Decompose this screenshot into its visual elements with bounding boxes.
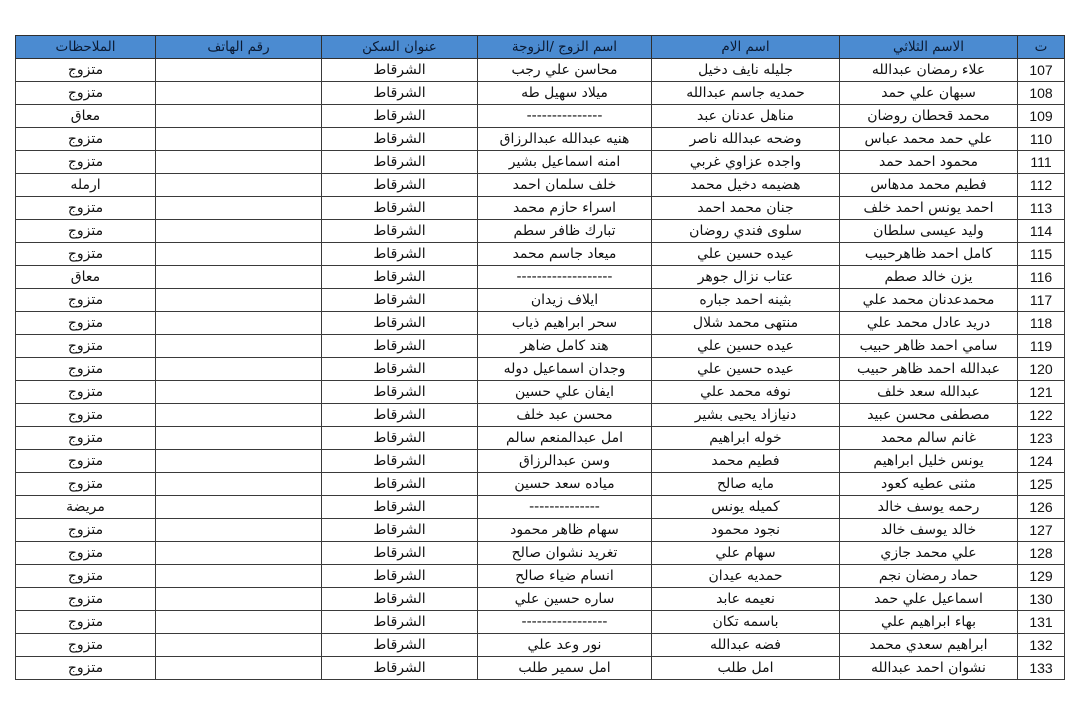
cell-notes: متزوج [16, 519, 156, 542]
cell-no: 114 [1018, 220, 1065, 243]
cell-notes: متزوج [16, 404, 156, 427]
cell-name: ابراهيم سعدي محمد [840, 634, 1018, 657]
cell-phone [156, 427, 322, 450]
cell-address: الشرقاط [322, 358, 478, 381]
cell-name: علي محمد جازي [840, 542, 1018, 565]
cell-spouse: ميعاد جاسم محمد [478, 243, 652, 266]
cell-mother: مايه صالح [652, 473, 840, 496]
cell-mother: عتاب نزال جوهر [652, 266, 840, 289]
cell-mother: دنيازاد يحيى بشير [652, 404, 840, 427]
cell-no: 119 [1018, 335, 1065, 358]
cell-notes: متزوج [16, 381, 156, 404]
cell-address: الشرقاط [322, 542, 478, 565]
cell-no: 110 [1018, 128, 1065, 151]
cell-address: الشرقاط [322, 220, 478, 243]
cell-notes: متزوج [16, 197, 156, 220]
cell-address: الشرقاط [322, 634, 478, 657]
cell-phone [156, 220, 322, 243]
cell-name: خالد يوسف خالد [840, 519, 1018, 542]
table-row [16, 335, 1065, 358]
cell-spouse: خلف سلمان احمد [478, 174, 652, 197]
cell-notes: متزوج [16, 657, 156, 680]
cell-name: محمود احمد حمد [840, 151, 1018, 174]
header-name: الاسم الثلاثي [840, 36, 1018, 59]
cell-mother: عيده حسين علي [652, 243, 840, 266]
table-row [16, 358, 1065, 381]
cell-phone [156, 496, 322, 519]
cell-phone [156, 174, 322, 197]
cell-spouse: ايلاف زيدان [478, 289, 652, 312]
cell-notes: متزوج [16, 151, 156, 174]
cell-notes: متزوج [16, 634, 156, 657]
cell-notes: متزوج [16, 289, 156, 312]
cell-mother: نعيمه عابد [652, 588, 840, 611]
cell-spouse: --------------- [478, 105, 652, 128]
cell-address: الشرقاط [322, 312, 478, 335]
cell-no: 122 [1018, 404, 1065, 427]
cell-spouse: محسن عبد خلف [478, 404, 652, 427]
cell-no: 117 [1018, 289, 1065, 312]
cell-mother: سلوى فندي روضان [652, 220, 840, 243]
header-no: ت [1018, 36, 1065, 59]
cell-mother: باسمه تكان [652, 611, 840, 634]
cell-phone [156, 335, 322, 358]
cell-notes: متزوج [16, 611, 156, 634]
cell-notes: متزوج [16, 427, 156, 450]
table-row [16, 634, 1065, 657]
cell-address: الشرقاط [322, 611, 478, 634]
cell-spouse: تبارك ظافر سطم [478, 220, 652, 243]
table-row [16, 404, 1065, 427]
header-phone: رقم الهاتف [156, 36, 322, 59]
cell-mother: بثينه احمد جباره [652, 289, 840, 312]
cell-address: الشرقاط [322, 657, 478, 680]
cell-address: الشرقاط [322, 381, 478, 404]
cell-address: الشرقاط [322, 565, 478, 588]
cell-phone [156, 588, 322, 611]
cell-mother: نجود محمود [652, 519, 840, 542]
table-row [16, 611, 1065, 634]
cell-spouse: وسن عبدالرزاق [478, 450, 652, 473]
cell-name: نشوان احمد عبدالله [840, 657, 1018, 680]
cell-spouse: محاسن علي رجب [478, 59, 652, 82]
cell-phone [156, 197, 322, 220]
cell-name: احمد يونس احمد خلف [840, 197, 1018, 220]
cell-spouse: وجدان اسماعيل دوله [478, 358, 652, 381]
cell-no: 121 [1018, 381, 1065, 404]
cell-mother: هضيمه دخيل محمد [652, 174, 840, 197]
cell-notes: متزوج [16, 542, 156, 565]
cell-no: 130 [1018, 588, 1065, 611]
cell-name: اسماعيل علي حمد [840, 588, 1018, 611]
document-sheet [16, 35, 1065, 680]
cell-notes: متزوج [16, 82, 156, 105]
cell-no: 123 [1018, 427, 1065, 450]
cell-mother: كميله يونس [652, 496, 840, 519]
cell-address: الشرقاط [322, 588, 478, 611]
header-mother: اسم الام [652, 36, 840, 59]
cell-notes: معاق [16, 266, 156, 289]
cell-spouse: نور وعد علي [478, 634, 652, 657]
cell-no: 126 [1018, 496, 1065, 519]
table-header [16, 36, 1065, 59]
cell-notes: ارمله [16, 174, 156, 197]
cell-address: الشرقاط [322, 289, 478, 312]
cell-notes: مريضة [16, 496, 156, 519]
cell-mother: نوفه محمد علي [652, 381, 840, 404]
cell-phone [156, 358, 322, 381]
cell-no: 128 [1018, 542, 1065, 565]
cell-phone [156, 243, 322, 266]
cell-spouse: ------------------- [478, 266, 652, 289]
cell-mother: فطيم محمد [652, 450, 840, 473]
cell-no: 115 [1018, 243, 1065, 266]
cell-mother: عيده حسين علي [652, 358, 840, 381]
cell-no: 131 [1018, 611, 1065, 634]
cell-spouse: ميلاد سهيل طه [478, 82, 652, 105]
cell-mother: منتهى محمد شلال [652, 312, 840, 335]
cell-no: 113 [1018, 197, 1065, 220]
table-row [16, 174, 1065, 197]
cell-phone [156, 266, 322, 289]
table-row [16, 496, 1065, 519]
cell-notes: متزوج [16, 473, 156, 496]
cell-mother: حمديه عيدان [652, 565, 840, 588]
cell-address: الشرقاط [322, 105, 478, 128]
table-row [16, 381, 1065, 404]
table-row [16, 588, 1065, 611]
cell-address: الشرقاط [322, 519, 478, 542]
cell-no: 127 [1018, 519, 1065, 542]
cell-name: مثنى عطيه كعود [840, 473, 1018, 496]
cell-phone [156, 82, 322, 105]
cell-phone [156, 312, 322, 335]
cell-no: 132 [1018, 634, 1065, 657]
cell-no: 124 [1018, 450, 1065, 473]
cell-spouse: تغريد نشوان صالح [478, 542, 652, 565]
cell-mother: وضحه عبدالله ناصر [652, 128, 840, 151]
table-row [16, 266, 1065, 289]
cell-name: محمد قحطان روضان [840, 105, 1018, 128]
cell-mother: مناهل عدنان عبد [652, 105, 840, 128]
table-row [16, 105, 1065, 128]
cell-address: الشرقاط [322, 174, 478, 197]
cell-address: الشرقاط [322, 197, 478, 220]
cell-spouse: ----------------- [478, 611, 652, 634]
cell-mother: جليله نايف دخيل [652, 59, 840, 82]
cell-spouse: امل سمير طلب [478, 657, 652, 680]
table-row [16, 82, 1065, 105]
cell-notes: متزوج [16, 335, 156, 358]
cell-no: 116 [1018, 266, 1065, 289]
cell-name: يزن خالد صطم [840, 266, 1018, 289]
table-row [16, 243, 1065, 266]
cell-phone [156, 657, 322, 680]
table-row [16, 519, 1065, 542]
cell-address: الشرقاط [322, 496, 478, 519]
cell-notes: متزوج [16, 565, 156, 588]
cell-phone [156, 611, 322, 634]
roster-table [15, 35, 1065, 680]
cell-name: رحمه يوسف خالد [840, 496, 1018, 519]
cell-spouse: -------------- [478, 496, 652, 519]
cell-no: 118 [1018, 312, 1065, 335]
cell-spouse: مياده سعد حسين [478, 473, 652, 496]
cell-phone [156, 151, 322, 174]
cell-mother: فضه عبدالله [652, 634, 840, 657]
cell-name: محمدعدنان محمد علي [840, 289, 1018, 312]
table-row [16, 450, 1065, 473]
cell-address: الشرقاط [322, 427, 478, 450]
cell-mother: واجده عزاوي غربي [652, 151, 840, 174]
cell-spouse: اسراء حازم محمد [478, 197, 652, 220]
table-row [16, 220, 1065, 243]
cell-phone [156, 542, 322, 565]
cell-phone [156, 404, 322, 427]
cell-name: يونس خليل ابراهيم [840, 450, 1018, 473]
cell-spouse: سحر ابراهيم ذياب [478, 312, 652, 335]
cell-mother: جنان محمد احمد [652, 197, 840, 220]
cell-phone [156, 450, 322, 473]
cell-name: سبهان علي حمد [840, 82, 1018, 105]
cell-spouse: هنيه عبدالله عبدالرزاق [478, 128, 652, 151]
cell-no: 120 [1018, 358, 1065, 381]
header-address: عنوان السكن [322, 36, 478, 59]
cell-name: عبدالله احمد ظاهر حبيب [840, 358, 1018, 381]
table-row [16, 542, 1065, 565]
table-row [16, 427, 1065, 450]
cell-notes: متزوج [16, 358, 156, 381]
table-row [16, 473, 1065, 496]
table-row [16, 657, 1065, 680]
cell-address: الشرقاط [322, 151, 478, 174]
cell-name: فطيم محمد مدهاس [840, 174, 1018, 197]
cell-mother: امل طلب [652, 657, 840, 680]
cell-address: الشرقاط [322, 82, 478, 105]
cell-mother: حمديه جاسم عبدالله [652, 82, 840, 105]
cell-phone [156, 634, 322, 657]
table-row [16, 128, 1065, 151]
cell-address: الشرقاط [322, 266, 478, 289]
cell-address: الشرقاط [322, 450, 478, 473]
cell-address: الشرقاط [322, 473, 478, 496]
cell-no: 109 [1018, 105, 1065, 128]
cell-spouse: انسام ضياء صالح [478, 565, 652, 588]
cell-name: علاء رمضان عبدالله [840, 59, 1018, 82]
cell-no: 111 [1018, 151, 1065, 174]
cell-name: بهاء ابراهيم علي [840, 611, 1018, 634]
cell-notes: متزوج [16, 243, 156, 266]
cell-name: مصطفى محسن عبيد [840, 404, 1018, 427]
cell-name: علي حمد محمد عباس [840, 128, 1018, 151]
cell-name: دريد عادل محمد علي [840, 312, 1018, 335]
table-row [16, 197, 1065, 220]
cell-name: وليد عيسى سلطان [840, 220, 1018, 243]
cell-no: 107 [1018, 59, 1065, 82]
table-row [16, 151, 1065, 174]
cell-no: 108 [1018, 82, 1065, 105]
table-row [16, 289, 1065, 312]
cell-name: كامل احمد ظاهرحبيب [840, 243, 1018, 266]
cell-spouse: سهام ظاهر محمود [478, 519, 652, 542]
cell-notes: متزوج [16, 128, 156, 151]
cell-address: الشرقاط [322, 335, 478, 358]
cell-name: سامي احمد ظاهر حبيب [840, 335, 1018, 358]
cell-phone [156, 105, 322, 128]
cell-phone [156, 519, 322, 542]
table-body [16, 59, 1065, 680]
cell-name: عبدالله سعد خلف [840, 381, 1018, 404]
cell-no: 125 [1018, 473, 1065, 496]
cell-phone [156, 565, 322, 588]
table-row [16, 59, 1065, 82]
cell-notes: متزوج [16, 588, 156, 611]
cell-address: الشرقاط [322, 59, 478, 82]
cell-mother: خوله ابراهيم [652, 427, 840, 450]
cell-spouse: امل عبدالمنعم سالم [478, 427, 652, 450]
cell-spouse: هند كامل ضاهر [478, 335, 652, 358]
cell-address: الشرقاط [322, 404, 478, 427]
cell-notes: متزوج [16, 59, 156, 82]
cell-phone [156, 59, 322, 82]
cell-notes: متزوج [16, 312, 156, 335]
cell-spouse: ايفان علي حسين [478, 381, 652, 404]
cell-notes: معاق [16, 105, 156, 128]
cell-no: 112 [1018, 174, 1065, 197]
cell-spouse: ساره حسين علي [478, 588, 652, 611]
cell-phone [156, 381, 322, 404]
cell-notes: متزوج [16, 220, 156, 243]
cell-mother: سهام علي [652, 542, 840, 565]
header-row [16, 36, 1065, 59]
cell-address: الشرقاط [322, 243, 478, 266]
header-spouse: اسم الزوج /الزوجة [478, 36, 652, 59]
cell-phone [156, 128, 322, 151]
cell-mother: عيده حسين علي [652, 335, 840, 358]
cell-no: 129 [1018, 565, 1065, 588]
cell-phone [156, 473, 322, 496]
cell-name: غانم سالم محمد [840, 427, 1018, 450]
cell-spouse: امنه اسماعيل بشير [478, 151, 652, 174]
table-row [16, 565, 1065, 588]
cell-notes: متزوج [16, 450, 156, 473]
cell-no: 133 [1018, 657, 1065, 680]
header-notes: الملاحظات [16, 36, 156, 59]
table-row [16, 312, 1065, 335]
cell-address: الشرقاط [322, 128, 478, 151]
cell-phone [156, 289, 322, 312]
cell-name: حماد رمضان نجم [840, 565, 1018, 588]
